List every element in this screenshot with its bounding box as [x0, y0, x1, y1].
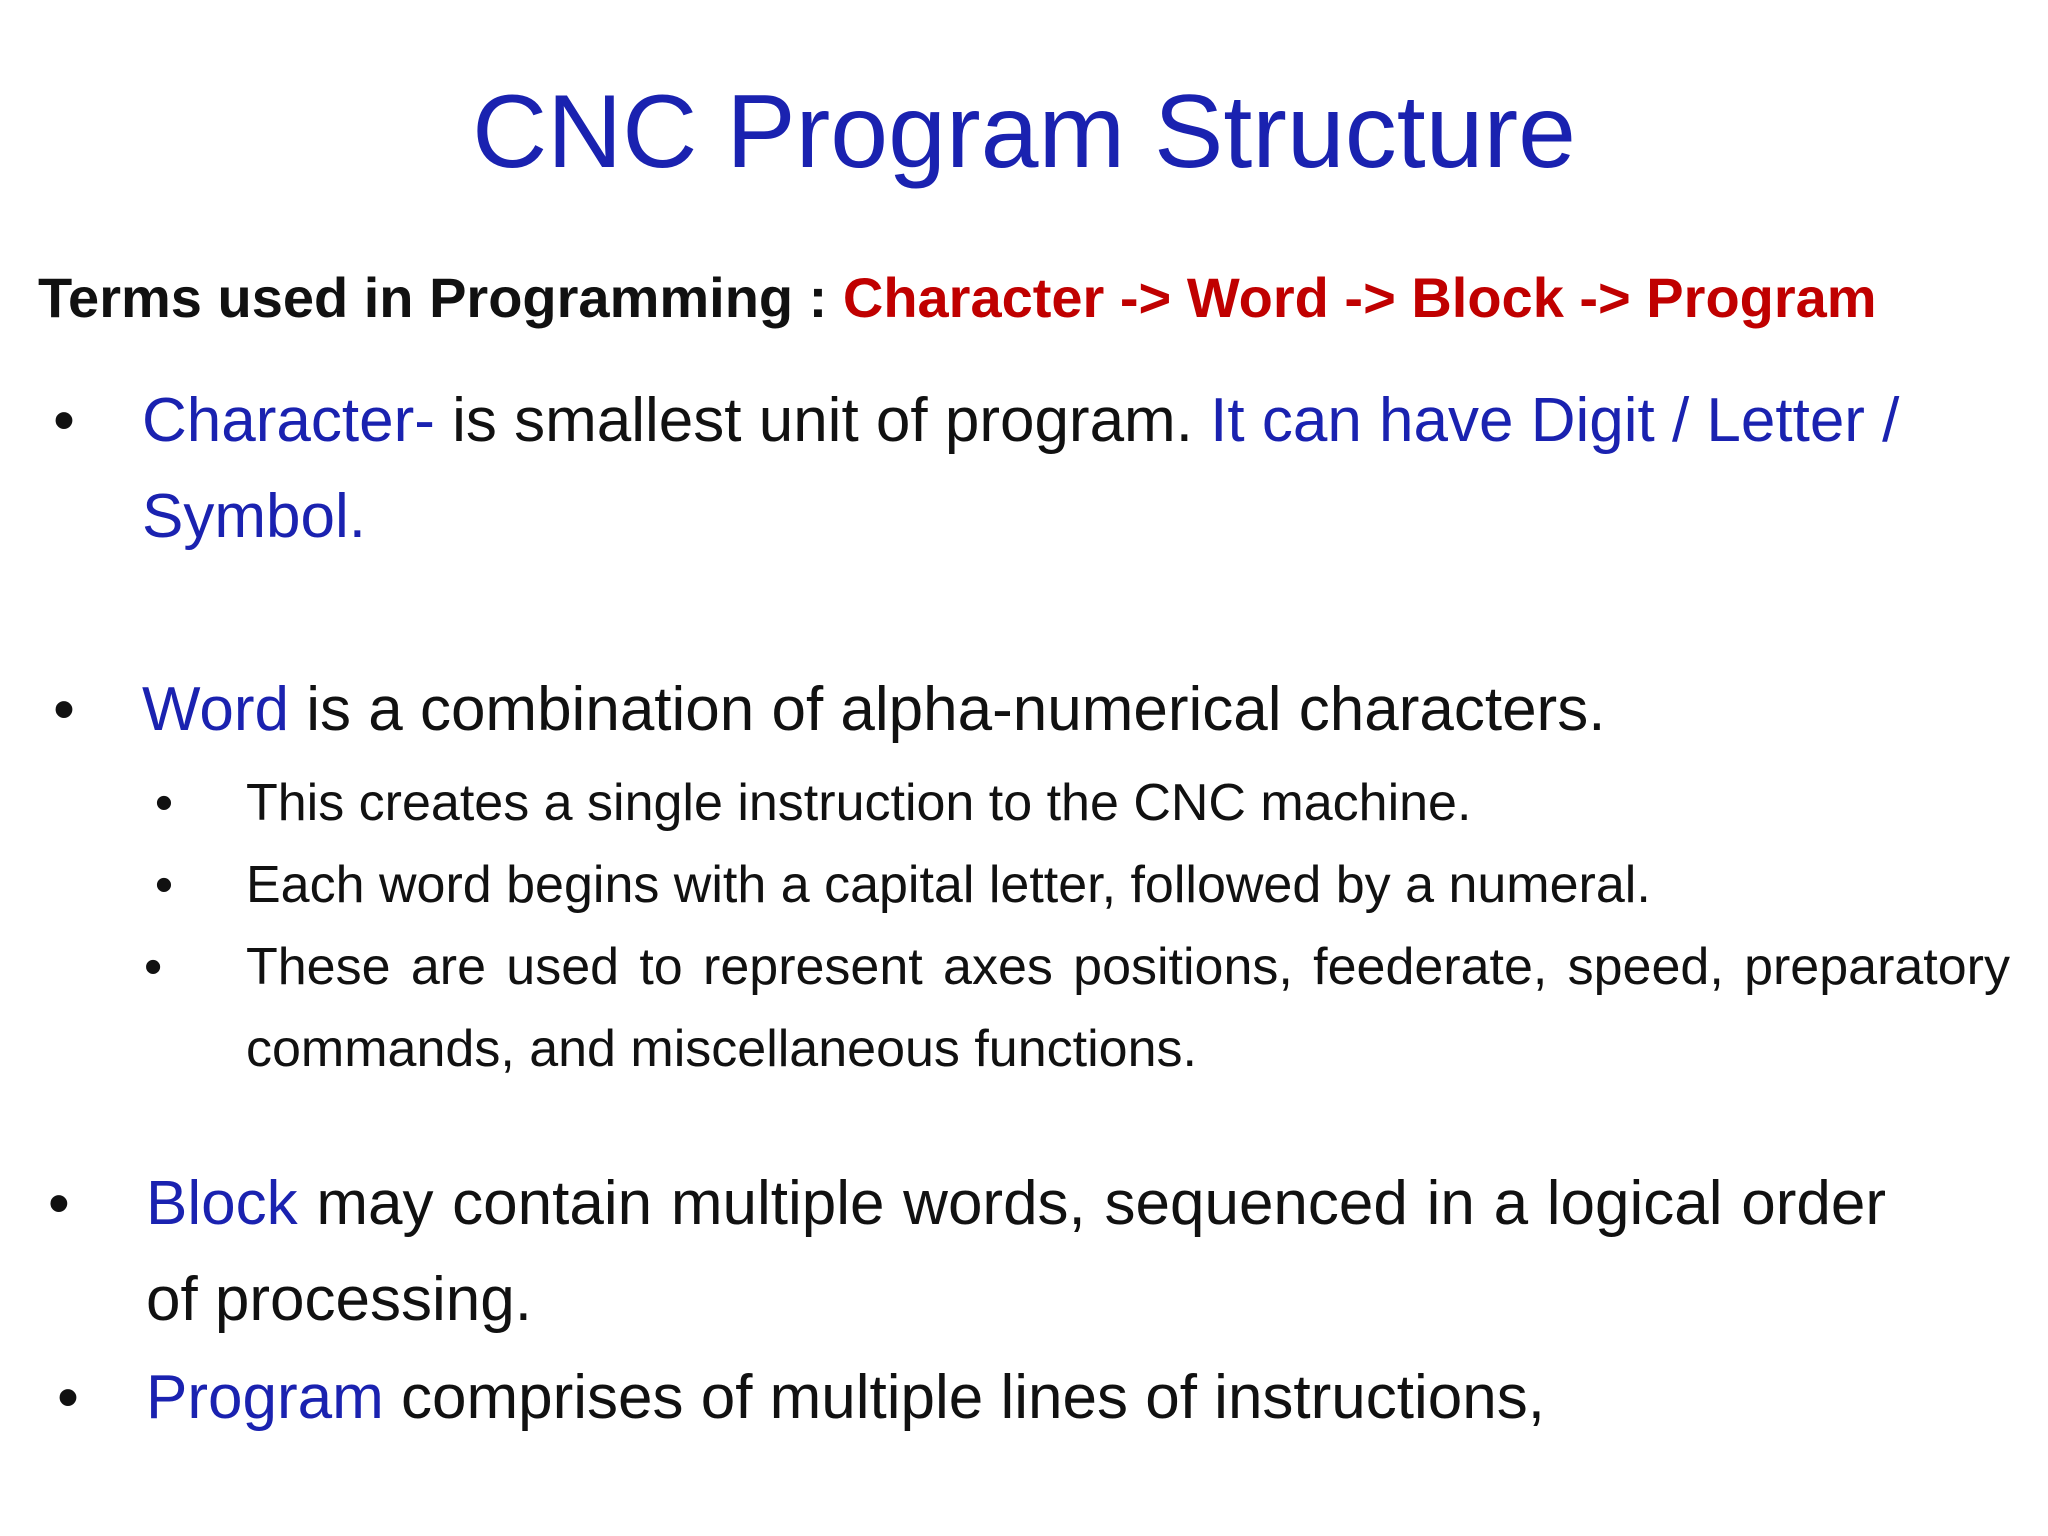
block-text: may contain multiple words, sequenced in a logical order of processing.	[146, 1169, 1886, 1334]
bullet-dot: •	[53, 386, 75, 455]
sub-bullet-3	[144, 926, 2010, 1090]
sub-bullet-text: This creates a single instruction to the CNC machine.	[246, 774, 1472, 832]
term-block: Block	[146, 1169, 298, 1238]
sub-bullet-dot: •	[154, 774, 174, 832]
bullet-word	[53, 662, 2012, 758]
sub-bullet-dot: •	[154, 856, 174, 914]
term-character: Character-	[142, 386, 435, 455]
terms-line	[38, 262, 1877, 334]
bullet-dot: •	[53, 675, 75, 744]
character-extra: It can have Digit / Letter / Symbol.	[142, 386, 1900, 551]
sub-bullet-text: Each word begins with a capital letter, followed by a numeral.	[246, 856, 1651, 914]
word-text: is a combination of alpha-numerical characters.	[289, 675, 1606, 744]
bullet-dot: •	[57, 1363, 79, 1432]
terms-sequence: Character -> Word -> Block -> Program	[842, 266, 1877, 329]
character-text: is smallest unit of program.	[434, 386, 1211, 455]
term-word: Word	[142, 675, 290, 744]
sub-bullet-text: These are used to represent axes positions, feederate, speed, preparatory commands, and miscellaneous functions.	[246, 938, 2010, 1078]
bullet-dot: •	[48, 1169, 70, 1238]
term-program: Program	[146, 1363, 384, 1432]
slide-title: CNC Program Structure	[472, 74, 1576, 190]
sub-bullet-1	[154, 762, 2010, 844]
terms-prefix: Terms used in Programming :	[38, 266, 843, 329]
bullet-block	[48, 1156, 1886, 1348]
sub-bullet-2	[154, 844, 2010, 926]
bullet-character	[53, 373, 2012, 565]
sub-bullet-dot: •	[144, 938, 163, 996]
bullet-program	[57, 1350, 2016, 1446]
program-text: comprises of multiple lines of instructions,	[383, 1363, 1545, 1432]
